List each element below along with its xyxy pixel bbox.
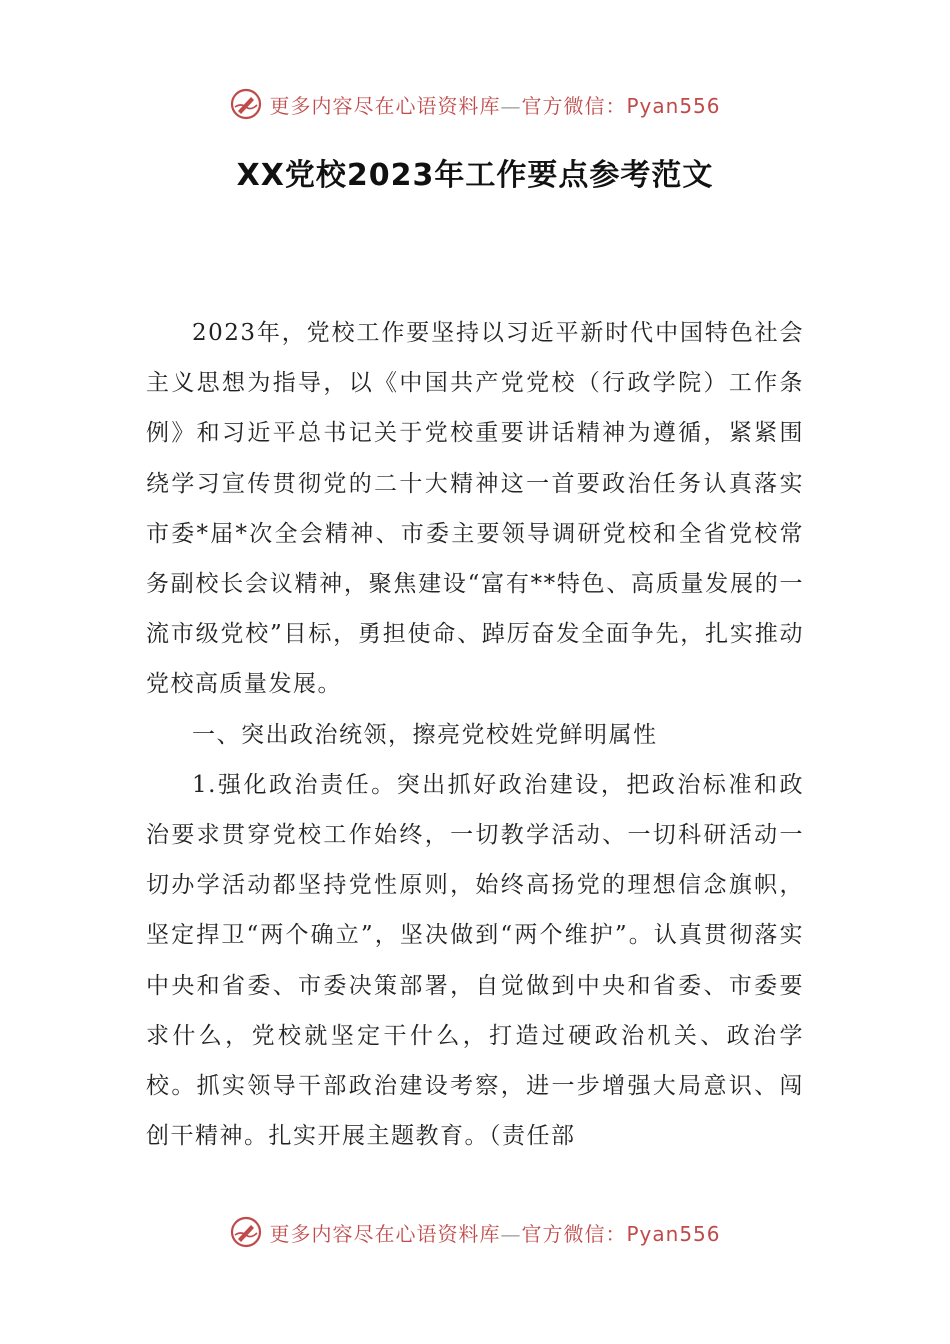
intro-paragraph: 2023年，党校工作要坚持以习近平新时代中国特色社会主义思想为指导，以《中国共产党党校（行政学院）工作条例》和习近平总书记关于党校重要讲话精神为遵循，紧紧围绕学习宣传贯彻党的二十大精神这一首要政治任务认真落实市委*届*次全会精神、市委主要领导调研党校和全省党校常务副校长会议精神，聚焦建设“富有**特色、高质量发展的一流市级党校”目标，勇担使命、踔厉奋发全面争先，扎实推动党校高质量发展。: [146, 320, 804, 698]
section-paragraph: 1.强化政治责任。突出抓好政治建设，把政治标准和政治要求贯穿党校工作始终，一切教学活动、一切科研活动一切办学活动都坚持党性原则，始终高扬党的理想信念旗帜，坚定捍卫“两个确立”，坚决做到“两个维护”。认真贯彻落实中央和省委、市委决策部署，自觉做到中央和省委、市委要求什么，党校就坚定干什么，打造过硬政治机关、政治学校。抓实领导干部政治建设考察，进一步增强大局意识、闯创干精神。扎实开展主题教育。（责任部: [146, 771, 804, 1150]
watermark-text: 更多内容尽在心语资料库—官方微信：Pyan556: [269, 1221, 721, 1246]
document-body: [146, 308, 804, 1161]
document-title: XX党校2023年工作要点参考范文: [236, 158, 714, 193]
pen-logo-icon: [229, 1215, 263, 1249]
section-heading: 一、突出政治统领，擦亮党校姓党鲜明属性: [192, 721, 658, 748]
watermark-text: 更多内容尽在心语资料库—官方微信：Pyan556: [269, 93, 721, 118]
pen-logo-icon: [229, 87, 263, 121]
watermark-header: [0, 84, 950, 124]
watermark-footer: [0, 1212, 950, 1252]
